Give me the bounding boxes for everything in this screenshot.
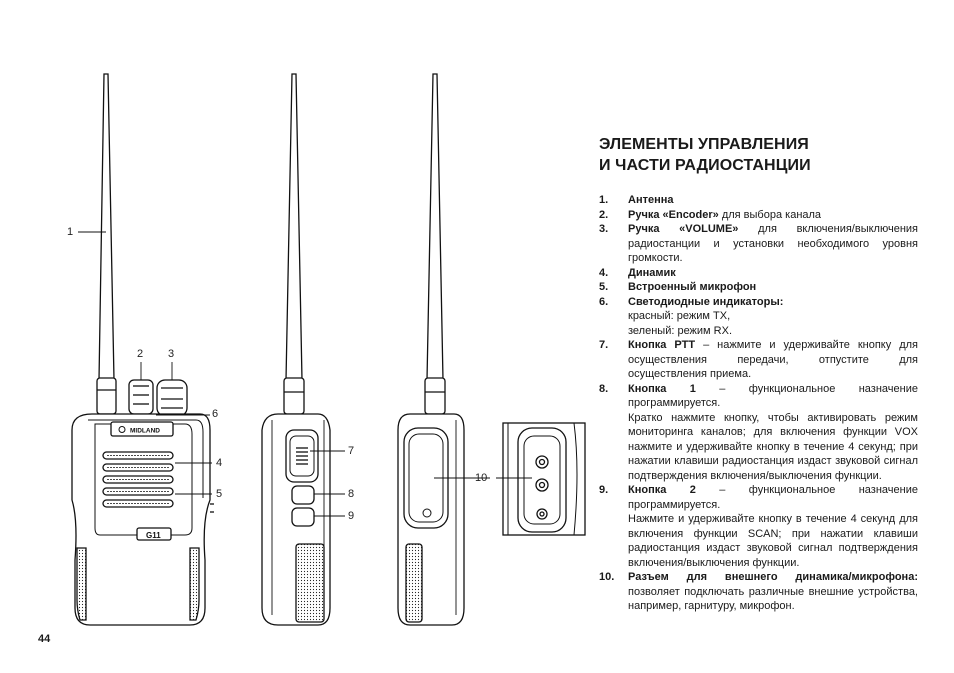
item-number: 5. [599, 281, 609, 293]
item-lead: Кнопка 1 [628, 382, 696, 395]
list-item [599, 570, 918, 614]
callout-10: 10 [475, 472, 488, 484]
parts-list [599, 193, 918, 614]
item-number: 7. [599, 339, 609, 351]
item-lead: Ручка «VOLUME» [628, 223, 739, 235]
encoder-knob [129, 380, 153, 414]
item-number: 8. [599, 382, 609, 395]
item-text: для включения/выключения радиостанции и установки необходимого уровня громкости. [628, 223, 918, 264]
callout-5: 5 [216, 488, 223, 500]
list-item [599, 222, 918, 266]
item-number: 2. [599, 208, 609, 221]
item-number: 9. [599, 484, 609, 496]
volume-knob [157, 380, 187, 416]
list-item [599, 382, 918, 484]
callout-7: 7 [348, 445, 355, 457]
item-number: 6. [599, 295, 609, 308]
item-extra-line: красный: режим TX, [628, 310, 731, 322]
item-lead: Разъем для внешнего динамика/микрофона: [628, 571, 918, 583]
item-number: 3. [599, 223, 609, 235]
list-item [599, 266, 918, 281]
item-extra-line: Кратко нажмите кнопку, чтобы активировать режим мониторинга каналов; для включения функции VOX нажмите и удерживайте кнопку в течение 4 секунд; при нажатии клавиши радиостанция издаст звуковой сигнал подтверждения включения/выключения функции. [628, 411, 918, 482]
callout-4: 4 [216, 457, 223, 469]
model-label: G11 [146, 531, 161, 540]
item-extra-line: зеленый: режим RX. [628, 324, 733, 337]
callout-3: 3 [168, 348, 175, 360]
item-number: 10. [599, 571, 615, 583]
list-item [599, 295, 918, 339]
item-number: 4. [599, 266, 609, 279]
page-title [599, 134, 929, 176]
button-2 [292, 508, 314, 526]
button-1 [292, 486, 314, 504]
item-extra-line: Нажмите и удерживайте кнопку в течение 4 секунд для включения функции SCAN; при нажатии клавиши радиостанция издаст звуковой сигнал подтверждения включения/выключения функции. [628, 513, 918, 569]
item-lead: Антенна [628, 194, 674, 206]
title-line-1: ЭЛЕМЕНТЫ УПРАВЛЕНИЯ [599, 136, 809, 153]
item-lead: Кнопка 2 [628, 484, 696, 496]
callout-8: 8 [348, 488, 355, 500]
item-text: – функциональное назначение программируется. [628, 484, 918, 511]
callout-6: 6 [212, 408, 219, 420]
jack-detail-inset [503, 423, 585, 535]
item-lead: Встроенный микрофон [628, 281, 757, 293]
item-text: – нажмите и удерживайте кнопку для осуществления передачи, отпустите для осуществления приема. [628, 339, 918, 380]
item-lead: Динамик [628, 266, 676, 279]
list-item [599, 338, 918, 382]
callout-2: 2 [137, 348, 144, 360]
callout-1: 1 [67, 226, 74, 238]
page-number: 44 [38, 633, 51, 645]
item-text: позволяет подключать различные внешние устройства, например, гарнитуру, микрофон. [628, 585, 918, 612]
front-body [72, 414, 210, 625]
item-text: для выбора канала [718, 208, 822, 221]
title-line-2: И ЧАСТИ РАДИОСТАНЦИИ [599, 157, 811, 174]
item-number: 1. [599, 194, 609, 206]
list-item [599, 193, 918, 208]
list-item [599, 208, 918, 223]
item-lead: Светодиодные индикаторы: [628, 295, 784, 308]
list-item [599, 280, 918, 295]
radio-side-view [262, 74, 330, 625]
item-lead: Ручка «Encoder» [628, 208, 719, 221]
list-item [599, 483, 918, 570]
side-antenna [286, 74, 302, 380]
brand-label: MIDLAND [130, 427, 160, 435]
item-text: – функциональное назначение программируется. [628, 382, 918, 409]
callout-9: 9 [348, 510, 355, 522]
item-lead: Кнопка PTT [628, 339, 696, 351]
antenna [99, 74, 114, 380]
radio-right-side-view [398, 74, 464, 625]
